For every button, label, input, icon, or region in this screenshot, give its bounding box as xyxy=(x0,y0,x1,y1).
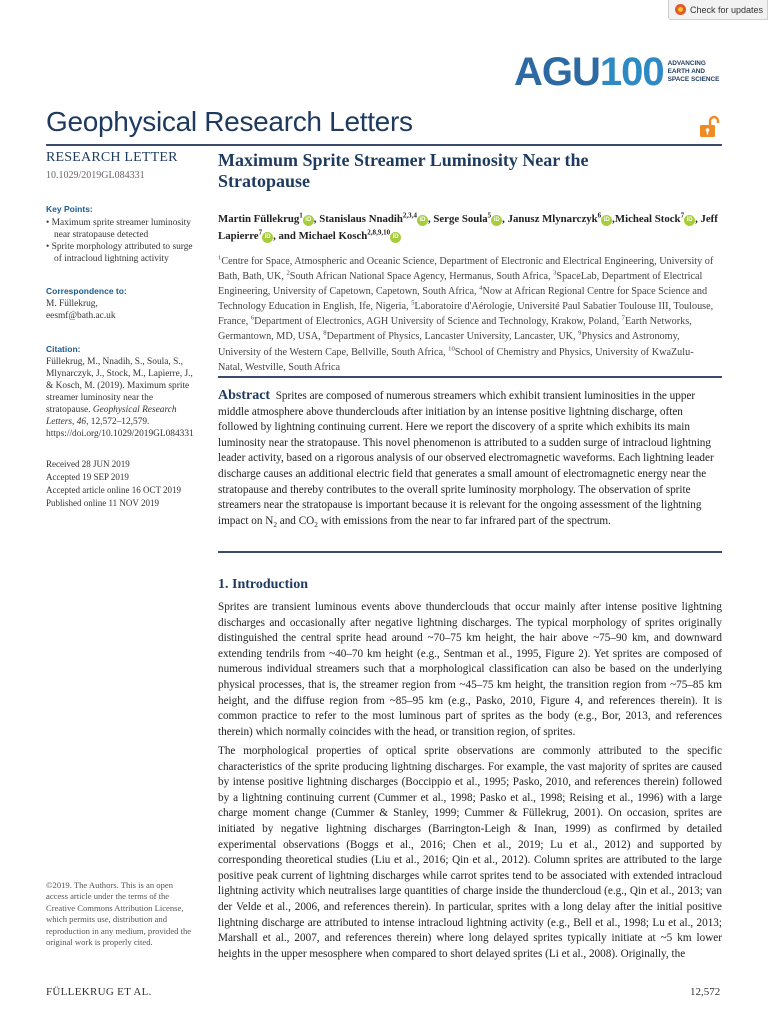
author-affiliation-number: 6 xyxy=(597,211,602,220)
author-affiliation-number: 7 xyxy=(258,228,263,237)
author-name: Micheal Stock xyxy=(614,213,681,225)
author-name: Martin Füllekrug xyxy=(218,213,300,225)
date-accepted: Accepted 19 SEP 2019 xyxy=(46,472,129,482)
key-points-heading: Key Points: xyxy=(46,204,93,214)
author-name: Stanislaus Nnadih xyxy=(319,213,403,225)
copyright-notice: ©2019. The Authors. This is an open access article under the terms of the Creative Commons Attribution License, which permits use, distribution and reproduction in any medium, provided the original work is properly cited. xyxy=(46,880,192,948)
key-point-item: • Maximum sprite streamer luminosity near stratopause detected xyxy=(46,218,191,240)
author-affiliation-number: 7 xyxy=(680,211,685,220)
abstract-bottom-rule xyxy=(218,551,722,553)
check-for-updates-button[interactable] xyxy=(668,0,768,20)
logo-tagline-line: ADVANCING xyxy=(667,60,706,67)
citation-journal: Geophysical Research Letters, 46, xyxy=(46,405,177,427)
affiliation-text: Now at African Regional Centre for Space Science and Technology Education in English, Ife, Nigeria, xyxy=(218,286,708,313)
affiliation-number: 1 xyxy=(218,254,222,262)
affiliation-text: Earth Networks, Germantown, MD, USA, xyxy=(218,316,692,343)
correspondence-name: M. Füllekrug, xyxy=(46,299,98,309)
abstract-top-rule xyxy=(218,376,722,378)
citation-pages[interactable]: 12,572–12,579. https://doi.org/10.1029/2019GL084331 xyxy=(46,417,194,439)
author-name: Serge Soula xyxy=(433,213,488,225)
author-separator: , and xyxy=(273,230,299,242)
key-point-item: • Sprite morphology attributed to surge of intracloud lightning activity xyxy=(46,242,193,264)
article-dates xyxy=(46,458,196,510)
key-point-text: Sprite morphology attributed to surge of intracloud lightning activity xyxy=(51,242,193,264)
author-name: Janusz Mlynarczyk xyxy=(507,213,598,225)
affiliation-number: 2 xyxy=(286,269,290,277)
author-affiliation-number: 5 xyxy=(487,211,492,220)
affiliation-text: Department of Physics, Lancaster University, Lancaster, UK, xyxy=(326,331,579,343)
affiliation-text: Physics and Astronomy, University of the Western Cape, Bellville, South Africa, xyxy=(218,331,680,358)
abstract-heading: Abstract xyxy=(218,388,271,403)
intro-paragraph-2: The morphological properties of optical sprite observations are commonly attributed to the specific characteristics of the sprite producing lightning discharges. For example, the vast majority of sprites are caused by intense positive lightning discharges (Boccippio et al., 1995; Pasko, 2010, and references therein) followed by a lightning continuing current (Cummer et al., 1998; Pasko et al., 1998; Reising et al., 1996) with a large charge moment change (Cummer & Stanley, 1999; Cummer & Füllekrug, 2001). On occasion, sprites are initiated by negative lightning discharges (Barrington-Leigh & Inan, 1999) as confirmed by detailed experimental observations (Boggs et al., 2016; Chen et al., 2019; Lu et al., 2012) and supported by corresponding theoretical studies (Liu et al., 2016; Qin et al., 2012). Column sprites are attributed to the large positive peak current of lightning discharges while carrot sprites tend to be associated with extended intracloud lightning activity which neutralises large quantities of charge inside the thundercloud (e.g., Qin et al., 2013; van der Velde et al., 2006, and references therein). In particular, sprites with a long delay after the initial positive lightning discharge are attributed to intense intracloud lightning activity (e.g., Bell et al., 1998; Lu et al., 2013; Marshall et al., 2007, and references therein) where long delayed sprites typically initiate at ~5 km lower heights in the upper mesosphere when compared to short delayed sprites (Li et al., 2008). Originally, the xyxy=(218,745,722,960)
author-affiliation-number: 1 xyxy=(299,211,303,220)
logo-tagline xyxy=(668,60,720,84)
affiliation-text: Centre for Space, Atmospheric and Oceanic Science, Department of Electronic and Electrical Engineering, University of Bath, Bath, UK, xyxy=(218,256,714,283)
subscript: 2 xyxy=(314,520,318,529)
journal-title: Geophysical Research Letters xyxy=(46,106,413,137)
intro-paragraph-1: Sprites are transient luminous events above thunderclouds that occur mainly after intense positive lightning discharges and occasionally after negative lightning discharges. The typical morphology of sprites originally distinguished the central sprite head around ~70–75 km height, the hair above ~75–90 km, and downward extending tendrils from ~40–70 km height (e.g., Sentman et al., 1995, Figure 2). Yet sprites are composed of numerous individual streamers such that a morphological classification can also be based on the underlying physical processes, that is, the streamer region from ~45–75 km height, the transition region from ~75–85 km height, and the diffuse region from ~85–95 km (e.g., Pasko, 2010, Figure 4, and references therein). It is common practice to refer to the most luminous part of sprites as the body (e.g., Bor, 2013, and references therein) which normally coincides with the head, or transition region, of sprites. xyxy=(218,601,722,738)
key-point-text: Maximum sprite streamer luminosity near stratopause detected xyxy=(51,218,191,240)
logo-tagline-line: EARTH AND xyxy=(667,68,706,75)
affiliation-number: 3 xyxy=(553,269,557,277)
date-received: Received 28 JUN 2019 xyxy=(46,459,130,469)
affiliation-number: 6 xyxy=(250,314,255,322)
author-affiliation-number: 2,8,9,10 xyxy=(367,228,391,237)
correspondence xyxy=(46,285,196,322)
orcid-icon[interactable]: iD xyxy=(601,215,612,226)
orcid-icon[interactable]: iD xyxy=(303,215,314,226)
author-separator: , xyxy=(502,213,508,225)
orcid-icon[interactable]: iD xyxy=(684,215,695,226)
abstract-text: and CO xyxy=(276,514,315,527)
abstract-text: with emissions from the near to far infrared part of the spectrum. xyxy=(317,514,611,527)
citation xyxy=(46,343,196,440)
affiliation-text: South African National Space Agency, Hermanus, South Africa, xyxy=(289,271,554,283)
footer-authors: FÜLLEKRUG ET AL. xyxy=(46,986,152,998)
article-title: Maximum Sprite Streamer Luminosity Near the Stratopause xyxy=(218,150,589,191)
crossmark-icon xyxy=(675,4,686,15)
correspondence-email[interactable]: eesmf@bath.ac.uk xyxy=(46,311,116,321)
affiliation-number: 5 xyxy=(411,299,415,307)
orcid-icon[interactable]: iD xyxy=(262,232,273,243)
affiliations xyxy=(218,254,718,375)
author-affiliation-number: 2,3,4 xyxy=(402,211,417,220)
affiliation-number: 7 xyxy=(621,314,625,322)
author-name: Jeff Lapierre xyxy=(218,213,718,242)
affiliation-number: 8 xyxy=(323,330,327,338)
abstract-text: Sprites are composed of numerous streamers which exhibit transient luminosities in the upper middle atmosphere above thunderclouds after initiation by an intense positive lightning discharge, often followed by lightning continuing current. Here we report the discovery of a sprite which exhibits its main luminosity near the stratopause. This novel phenomenon is attributed to a sudden surge of intracloud lightning leader activity, based on a rigorous analysis of our observed electromagnetic waveforms. Each lightning leader discharge causes an additional electric field that generates a small amount of electromagnetic energy near the stratopause and thereby contributes to the overall sprite luminosity morphology. The observation of sprite streamers near the stratopause is important because it is relevant for the ongoing assessment of the lightning impact on N xyxy=(218,390,714,527)
author-name: Michael Kosch xyxy=(298,230,368,242)
orcid-icon[interactable]: iD xyxy=(417,215,428,226)
correspondence-heading: Correspondence to: xyxy=(46,286,127,296)
affiliation-text: Department of Electronics, AGH University of Science and Technology, Krakow, Poland, xyxy=(254,316,622,328)
orcid-icon[interactable]: iD xyxy=(390,232,401,243)
agu-logo xyxy=(514,52,719,92)
author-separator: , xyxy=(427,213,434,225)
logo-agu-text: AGU xyxy=(514,50,600,94)
citation-text: Füllekrug, M., Nnadih, S., Soula, S., Mlynarczyk, J., Stock, M., Lapierre, J., & Kosch, M. (2019). Maximum sprite streamer luminosity near the stratopause. xyxy=(46,357,193,415)
citation-heading: Citation: xyxy=(46,344,81,354)
open-access-lock-icon xyxy=(697,115,721,144)
date-published: Published online 11 NOV 2019 xyxy=(46,498,160,508)
affiliation-number: 10 xyxy=(448,345,455,353)
author-separator: , xyxy=(313,213,320,225)
author-separator: , xyxy=(695,213,701,225)
date-online: Accepted article online 16 OCT 2019 xyxy=(46,485,182,495)
orcid-icon[interactable]: iD xyxy=(491,215,502,226)
check-for-updates-label: Check for updates xyxy=(690,4,764,15)
doi[interactable]: 10.1029/2019GL084331 xyxy=(46,170,145,181)
subscript: 2 xyxy=(273,520,277,529)
key-points xyxy=(46,203,196,265)
author-list xyxy=(218,211,718,245)
affiliation-text: Laboratoire d'Aérologie, Université Paul Sabatier Toulouse III, Toulouse, France, xyxy=(218,301,714,328)
author-separator: , xyxy=(612,213,615,225)
affiliation-text: SpaceLab, Department of Electrical Engineering, University of Capetown, Capetown, South Africa, xyxy=(218,271,703,298)
abstract xyxy=(218,388,718,529)
article-type: RESEARCH LETTER xyxy=(46,150,178,165)
affiliation-number: 9 xyxy=(578,330,582,338)
logo-tagline-line: SPACE SCIENCE xyxy=(667,76,720,83)
header-rule xyxy=(46,144,722,146)
page-number: 12,572 xyxy=(690,986,721,998)
affiliation-number: 4 xyxy=(479,284,483,292)
logo-100-text: 100 xyxy=(599,50,664,94)
affiliation-text: School of Chemistry and Physics, University of KwaZulu-Natal, Westville, South Africa xyxy=(218,346,694,373)
section-heading-introduction: 1. Introduction xyxy=(218,577,308,592)
